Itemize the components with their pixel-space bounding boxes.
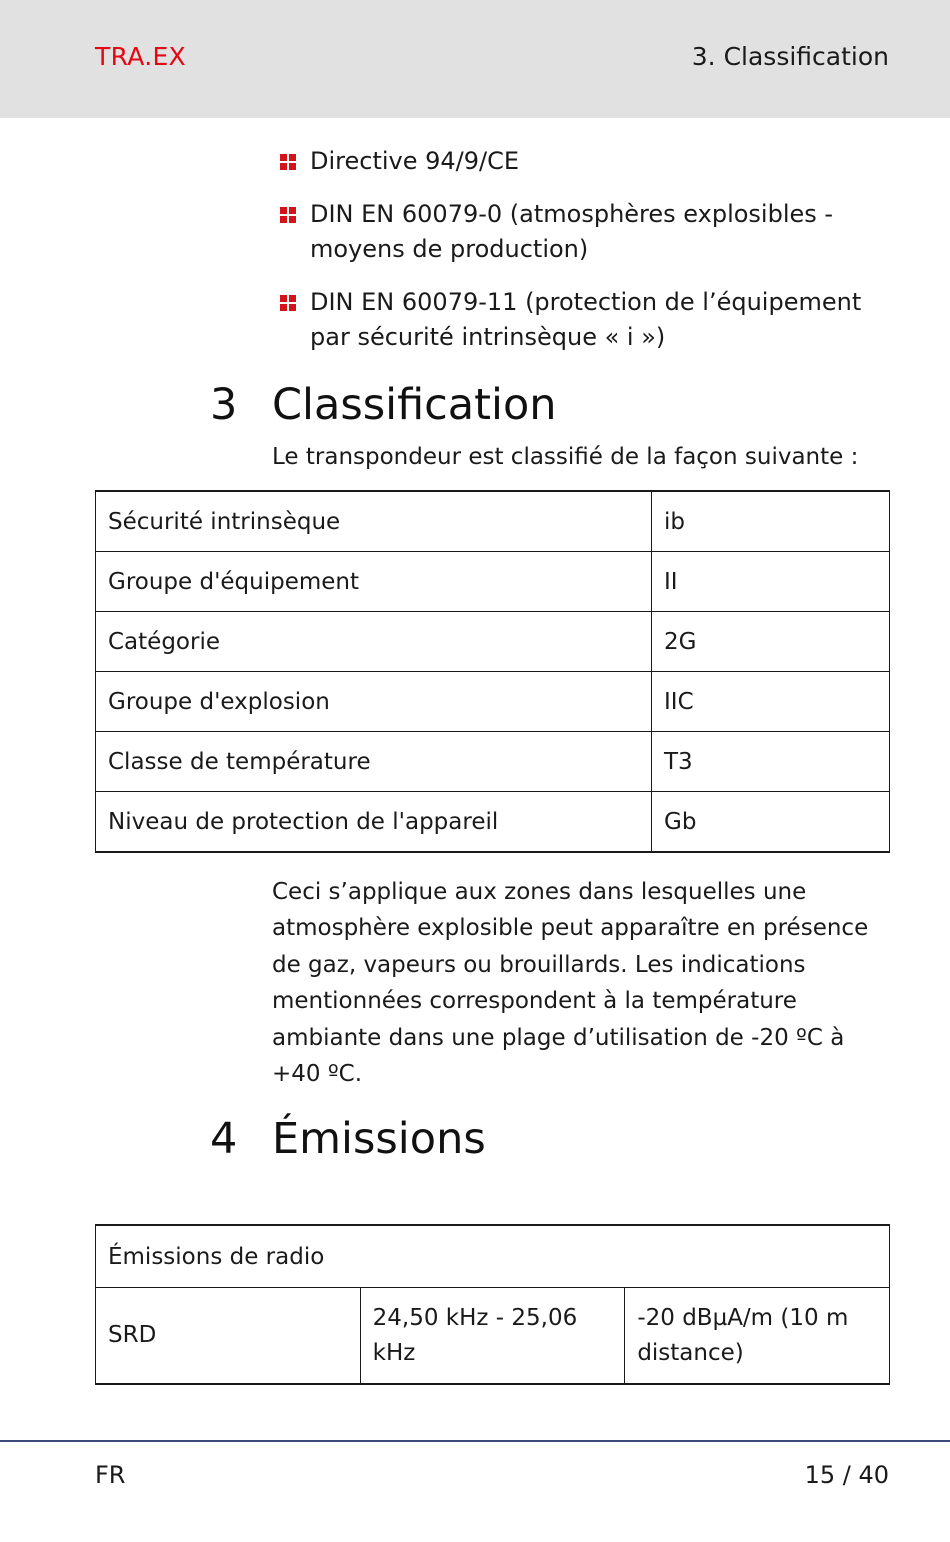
table-cell-label: Classe de température [96, 732, 652, 792]
table-cell-label: Catégorie [96, 612, 652, 672]
list-item [278, 285, 878, 355]
table-cell-type: SRD [96, 1288, 361, 1385]
list-item-text: Directive 94/9/CE [310, 147, 520, 175]
classification-intro: Le transpondeur est classifié de la façon suivante : [272, 444, 859, 470]
list-item-text: DIN EN 60079-0 (atmosphères explosibles - moyens de production) [310, 200, 834, 263]
footer-divider [0, 1440, 950, 1442]
table-row [96, 672, 890, 732]
table-row [96, 552, 890, 612]
section-title: Classification [272, 380, 557, 430]
table-header-cell: Émissions de radio [96, 1225, 890, 1288]
table-cell-value: Gb [652, 792, 890, 853]
red-square-bullet-icon [280, 207, 296, 223]
section-number: 4 [210, 1114, 238, 1164]
page-header [0, 0, 950, 118]
table-cell-value: T3 [652, 732, 890, 792]
table-row [96, 732, 890, 792]
table-header-row [96, 1225, 890, 1288]
table-cell-value: ib [652, 491, 890, 552]
table-row [96, 612, 890, 672]
table-cell-label: Groupe d'équipement [96, 552, 652, 612]
table-cell-frequency: 24,50 kHz - 25,06 kHz [360, 1288, 625, 1385]
footer-language: FR [95, 1461, 126, 1489]
brand-logo-text: TRA.EX [95, 42, 186, 71]
section-number: 3 [210, 380, 238, 430]
red-square-bullet-icon [280, 154, 296, 170]
red-square-bullet-icon [280, 295, 296, 311]
table-cell-value: II [652, 552, 890, 612]
emissions-table [95, 1224, 890, 1385]
header-section-title: 3. Classification [691, 42, 889, 71]
classification-note: Ceci s’applique aux zones dans lesquelles une atmosphère explosible peut apparaître en présence de gaz, vapeurs ou brouillards. Les indications mentionnées correspondent à la température ambiante dans une plage d’utilisation de -20 ºC à +40 ºC. [272, 879, 869, 1088]
table-cell-label: Sécurité intrinsèque [96, 491, 652, 552]
page-number: 15 / 40 [804, 1461, 889, 1489]
directives-list [278, 144, 878, 373]
list-item-text: DIN EN 60079-11 (protection de l’équipement par sécurité intrinsèque « i ») [310, 288, 862, 351]
classification-table [95, 490, 890, 853]
table-cell-value: IIC [652, 672, 890, 732]
table-cell-field-strength: -20 dBµA/m (10 m distance) [625, 1288, 890, 1385]
table-cell-value: 2G [652, 612, 890, 672]
table-cell-label: Groupe d'explosion [96, 672, 652, 732]
table-row [96, 491, 890, 552]
list-item [278, 197, 878, 267]
list-item [278, 144, 878, 179]
table-row [96, 1288, 890, 1385]
table-row [96, 792, 890, 853]
table-cell-label: Niveau de protection de l'appareil [96, 792, 652, 853]
section-title: Émissions [272, 1114, 486, 1164]
